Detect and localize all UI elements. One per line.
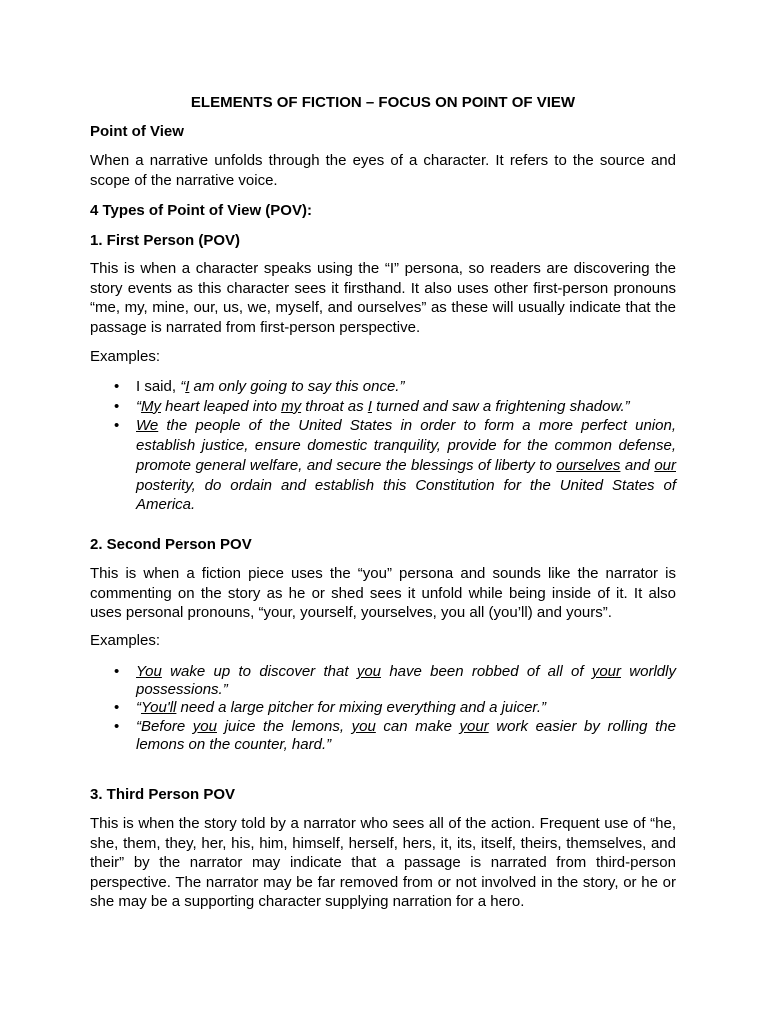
example-text: I said,: [136, 378, 181, 395]
bullet-icon: •: [114, 717, 120, 735]
bullet-icon: •: [114, 663, 120, 680]
list-item: [90, 718, 676, 754]
second-person-examples-list: [90, 663, 676, 754]
example-text: worldly possessions.”: [136, 663, 676, 699]
example-text: heart leaped into: [161, 397, 282, 415]
pronoun-highlight: my: [281, 397, 302, 415]
first-person-heading: 1. First Person (POV): [90, 232, 241, 249]
list-item: [90, 377, 676, 397]
pronoun-highlight: ourselves: [556, 456, 621, 474]
second-person-paragraph: This is when a fiction piece uses the “you” persona and sounds like the narrator is commenting on the story as he or shed sees it unfold while being inside of it. It also uses personal pronouns, “your, yourself, yourselves, you all (you’ll) and yours”.: [90, 565, 676, 621]
list-item: [90, 699, 676, 717]
pronoun-highlight: you: [192, 717, 217, 735]
second-person-heading: 2. Second Person POV: [90, 536, 252, 553]
pronoun-highlight: your: [459, 717, 489, 735]
example-text: have been robbed of all of: [381, 663, 592, 680]
pronoun-highlight: You: [136, 663, 162, 680]
list-item: [90, 663, 676, 699]
example-text: juice the lemons,: [216, 717, 352, 735]
pronoun-highlight: We: [136, 417, 159, 435]
third-person-heading: 3. Third Person POV: [90, 786, 236, 803]
first-person-examples-label: Examples:: [90, 348, 161, 365]
example-text: wake up to discover that: [161, 663, 357, 680]
pronoun-highlight: You'll: [141, 699, 177, 717]
example-text: throat as: [301, 397, 368, 415]
bullet-icon: •: [114, 417, 120, 435]
example-text: can make: [375, 717, 460, 735]
list-item: [90, 416, 676, 515]
example-text: “: [136, 397, 141, 415]
example-text: need a large pitcher for mixing everything and a juicer.”: [176, 699, 547, 717]
example-text: “Before: [136, 717, 193, 735]
bullet-icon: •: [114, 699, 120, 717]
list-item: [90, 397, 676, 417]
first-person-examples-list: [90, 377, 676, 515]
example-text: turned and saw a frightening shadow.”: [371, 397, 630, 415]
pronoun-highlight: I: [367, 397, 372, 415]
example-text: “: [136, 699, 141, 717]
example-text: posterity, do ordain and establish this Constitution for the United States of America.: [136, 476, 676, 514]
example-text: am only going to say this once.”: [189, 378, 405, 395]
first-person-paragraph: This is when a character speaks using the “I” persona, so readers are discovering the story events as this character sees it firsthand. It also uses other first-person pronouns “me, my, mine, our, us, we, myself, and ourselves” as these will usually indicate that the passage is narrated from first-person perspective.: [90, 260, 676, 336]
pronoun-highlight: My: [141, 397, 161, 415]
pronoun-highlight: your: [591, 663, 621, 680]
third-person-paragraph: This is when the story told by a narrator who sees all of the action. Frequent use of “he, she, them, they, her, his, him, himself, herself, hers, it, its, itself, theirs, themselves, and their” by the narrator may indicate that a passage is narrated from third-person perspective. The narrator may be far removed from or not involved in the story, or he or she may be a supporting character supplying narration for a hero.: [90, 815, 676, 910]
pov-heading: Point of View: [90, 123, 184, 140]
pronoun-highlight: you: [356, 663, 382, 680]
example-text: “: [180, 378, 186, 395]
example-text: work easier by rolling the lemons on the counter, hard.”: [136, 717, 676, 753]
example-text: and: [620, 456, 655, 474]
bullet-icon: •: [114, 378, 120, 395]
document-title: ELEMENTS OF FICTION – FOCUS ON POINT OF VIEW: [190, 94, 576, 111]
types-heading: 4 Types of Point of View (POV):: [90, 202, 312, 219]
second-person-examples-label: Examples:: [90, 632, 161, 649]
pov-definition: When a narrative unfolds through the eyes of a character. It refers to the source and scope of the narrative voice.: [90, 152, 676, 189]
pronoun-highlight: you: [351, 717, 376, 735]
pronoun-highlight: our: [654, 456, 676, 474]
pronoun-highlight: I: [185, 378, 190, 395]
example-text: the people of the United States in order to form a more perfect union, establish justice, ensure domestic tranquility, provide for the common defense, promote general welfare, and secure the blessings of liberty to: [136, 417, 676, 474]
bullet-icon: •: [114, 397, 120, 415]
